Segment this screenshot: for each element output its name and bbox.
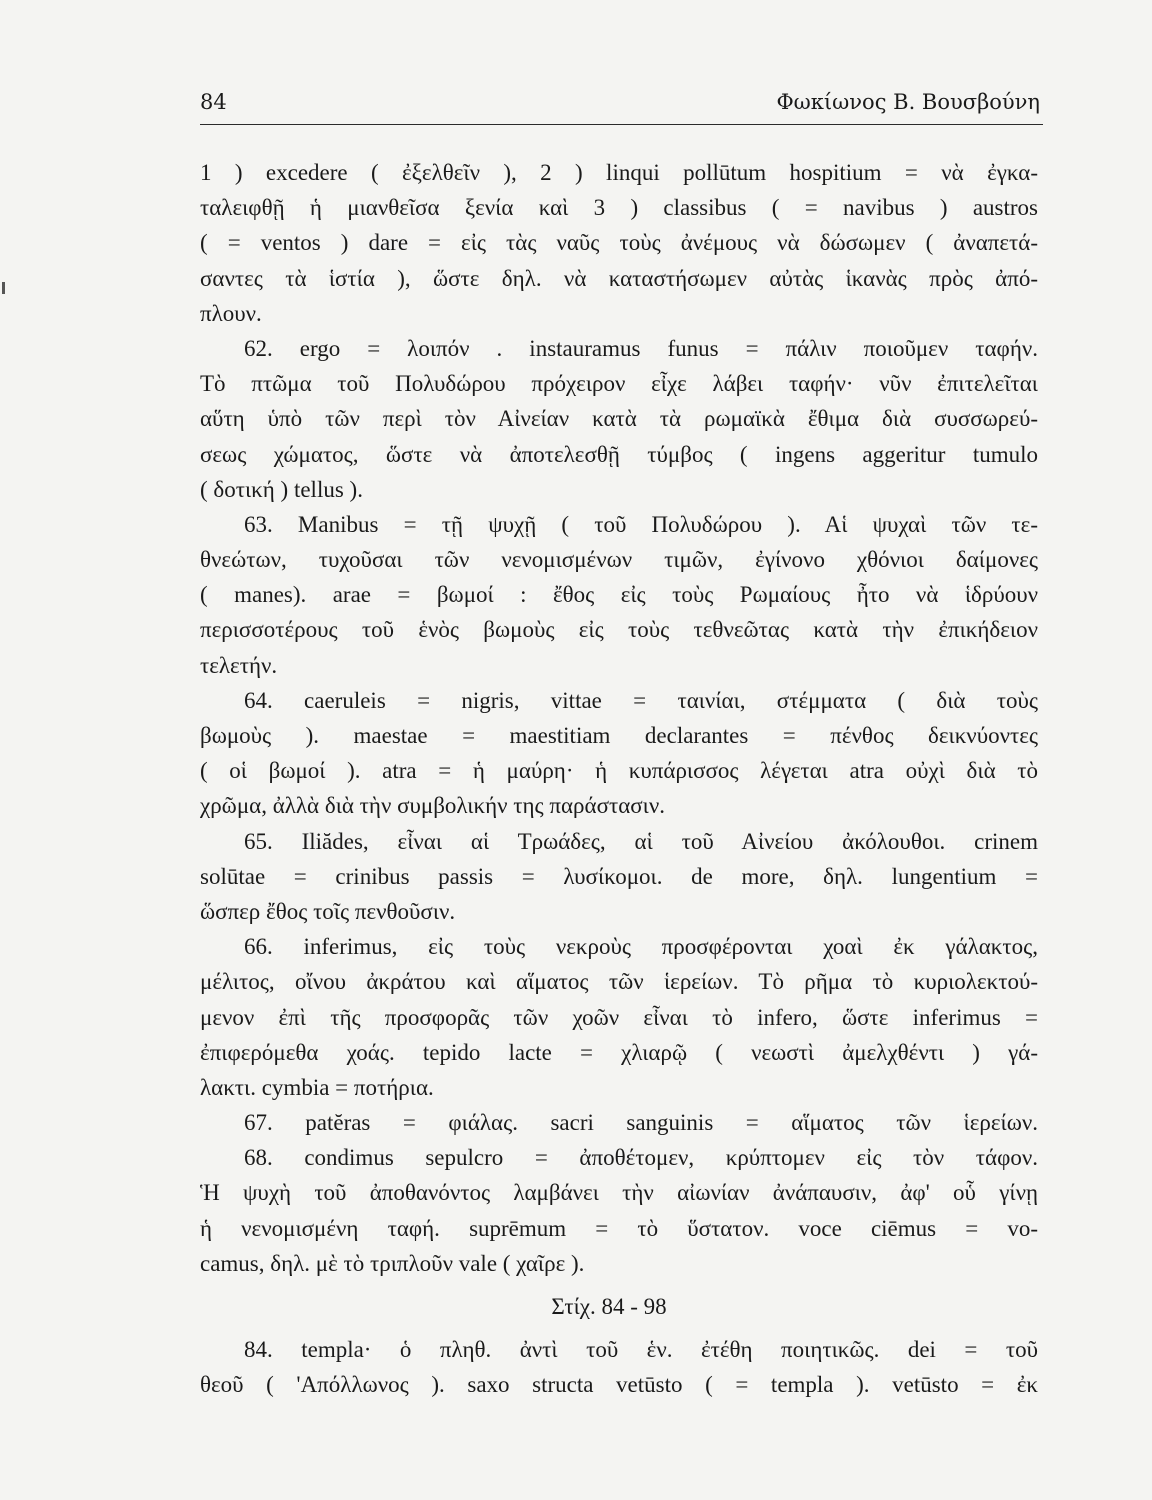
text-line: ( οἱ βωμοί ). atra = ἡ μαύρη· ἡ κυπάρισσος λέγεται atra οὐχὶ διὰ τὸ [200,758,1038,784]
text-line: ( manes). arae = βωμοί : ἔθος εἰς τοὺς Ρωμαίους ἦτο νὰ ἱδρύουν [200,582,1038,608]
text-line: πλουν. [200,300,262,326]
text-line: μέλιτος, οἴνου ἀκράτου καὶ αἵματος τῶν ἱερείων. Τὸ ρῆμα τὸ κυριολεκτού- [200,969,1038,995]
text-line: ὥσπερ ἔθος τοῖς πενθοῦσιν. [200,898,456,924]
text-line: 64. caeruleis = nigris, vittae = ταινίαι, στέμματα ( διὰ τοὺς [244,687,1038,713]
text-line: Ἡ ψυχὴ τοῦ ἀποθανόντος λαμβάνει τὴν αἰωνίαν ἀνάπαυσιν, ἀφ' οὗ γίνῃ [200,1180,1038,1206]
text-line: Τὸ πτῶμα τοῦ Πολυδώρου πρόχειρον εἶχε λάβει ταφήν· νῦν ἐπιτελεῖται [200,371,1038,397]
text-line: 63. Manibus = τῇ ψυχῇ ( τοῦ Πολυδώρου ). Αἱ ψυχαὶ τῶν τε- [244,511,1038,537]
page-header [200,88,1040,124]
text-line: βωμοὺς ). maestae = maestitiam declarantes = πένθος δεικνύοντες [200,723,1038,748]
text-line: 1 ) excedere ( ἐξελθεῖν ), 2 ) linqui pollūtum hospitium = νὰ ἐγκα- [200,160,1038,185]
text-line: περισσοτέρους τοῦ ἑνὸς βωμοὺς εἰς τοὺς τεθνεῶτας κατὰ τὴν ἐπικήδειον [200,617,1038,643]
text-line: θνεώτων, τυχοῦσαι τῶν νενομισμένων τιμῶν, ἐγίνονο χθόνιοι δαίμονες [200,547,1038,573]
text-line: ταλειφθῇ ἡ μιανθεῖσα ξενία καὶ 3 ) classibus ( = navibus ) austros [200,195,1038,221]
text-line: 66. inferimus, εἰς τοὺς νεκροὺς προσφέρονται χοαὶ ἐκ γάλακτος, [244,934,1038,960]
text-line: 62. ergo = λοιπόν . instauramus funus = πάλιν ποιοῦμεν ταφήν. [244,335,1038,361]
text-line: 67. patĕras = φιάλας. sacri sanguinis = αἵματος τῶν ἱερείων. [244,1110,1038,1136]
text-line: camus, δηλ. μὲ τὸ τριπλοῦν vale ( χαῖρε ). [200,1250,585,1276]
text-line: θεοῦ ( 'Απόλλωνος ). saxo structa vetūsto ( = templa ). vetūsto = ἐκ [200,1372,1038,1398]
header-rule [200,124,1043,125]
text-line: ἡ νενομισμένη ταφή. suprēmum = τὸ ὕστατον. voce ciēmus = vo- [200,1215,1038,1241]
text-line: χρῶμα, ἀλλὰ διὰ τὴν συμβολικήν της παράστασιν. [200,793,665,819]
text-line: ( = ventos ) dare = εἰς τὰς ναῦς τοὺς ἀνέμους νὰ δώσωμεν ( ἀναπετά- [200,230,1038,256]
text-line: αὕτη ὑπὸ τῶν περὶ τὸν Αἰνείαν κατὰ τὰ ρωμαϊκὰ ἔθιμα διὰ συσσωρεύ- [200,406,1038,432]
text-line: σεως χώματος, ὥστε νὰ ἀποτελεσθῇ τύμβος ( ingens aggeritur tumulo [200,441,1038,467]
text-line: 65. Iliădes, εἶναι αἱ Τρωάδες, αἱ τοῦ Αἰνείου ἀκόλουθοι. crinem [244,828,1038,854]
section-heading: Στίχ. 84 - 98 [551,1294,667,1319]
text-line: λακτι. cymbia = ποτήρια. [200,1074,434,1100]
text-line: 84. templa· ὁ πληθ. ἀντὶ τοῦ ἑν. ἐτέθη ποιητικῶς. dei = τοῦ [244,1337,1038,1363]
page-number: 84 [200,90,227,114]
text-line: solūtae = crinibus passis = λυσίκομοι. de more, δηλ. lungentium = [200,863,1038,889]
text-line: σαντες τὰ ἱστία ), ὥστε δηλ. νὰ καταστήσωμεν αὐτὰς ἱκανὰς πρὸς ἀπό- [200,265,1038,291]
running-head: Φωκίωνος Β. Βουσβούνη [776,90,1040,114]
text-line: τελετήν. [200,652,278,678]
text-line: ( δοτική ) tellus ). [200,476,363,502]
text-line: ἐπιφερόμεθα χοάς. tepido lacte = χλιαρῷ ( νεωστὶ ἀμελχθέντι ) γά- [200,1039,1038,1065]
text-line: 68. condimus sepulcro = ἀποθέτομεν, κρύπτομεν εἰς τὸν τάφον. [244,1145,1038,1171]
margin-mark [2,282,5,294]
text-line: μενον ἐπὶ τῆς προσφορᾶς τῶν χοῶν εἶναι τὸ infero, ὥστε inferimus = [200,1004,1038,1030]
commentary-text [200,155,1038,1403]
